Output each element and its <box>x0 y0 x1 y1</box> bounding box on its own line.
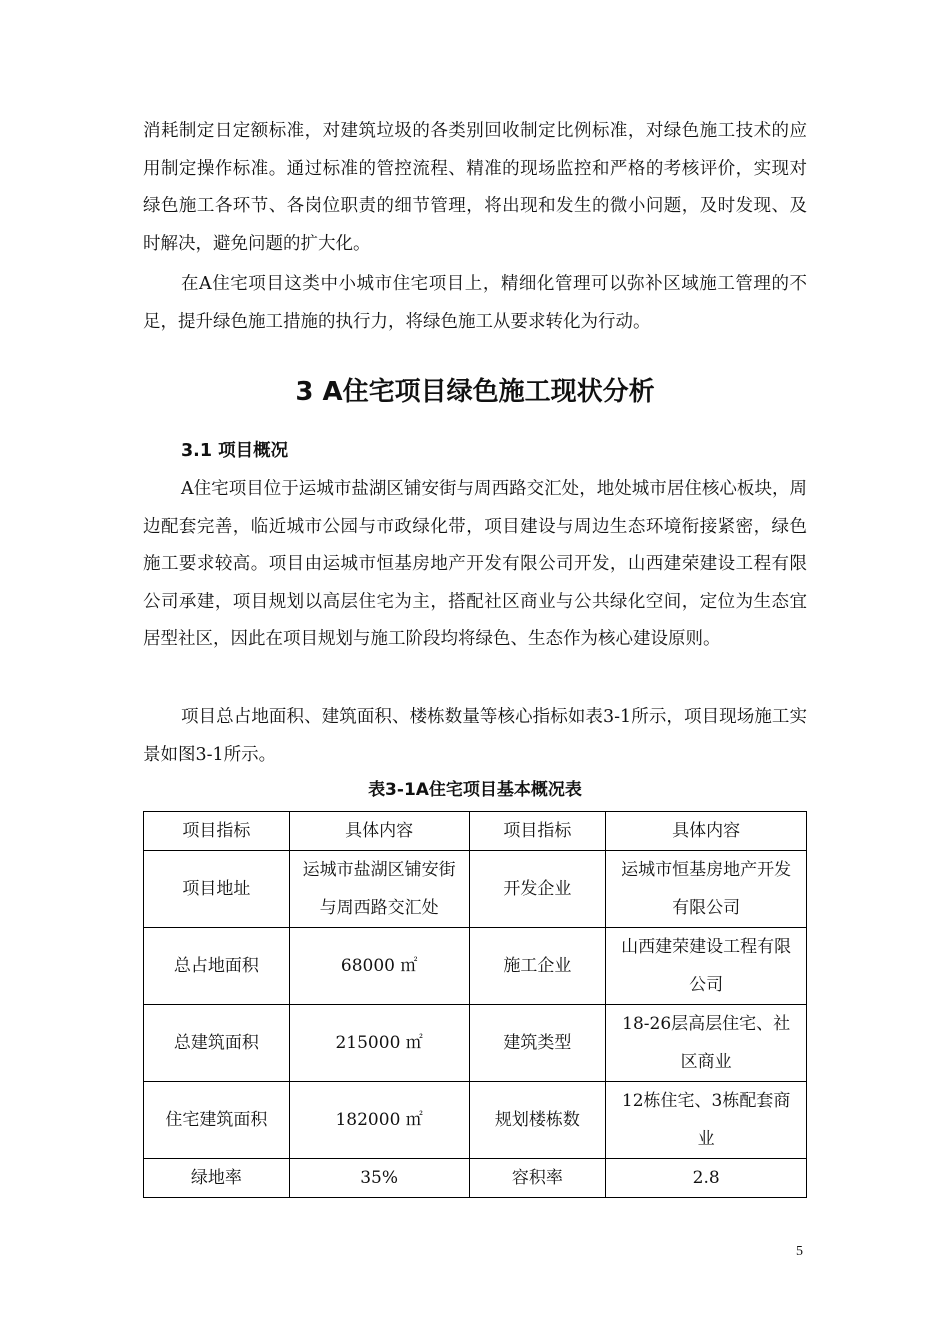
table-caption: 表3-1A住宅项目基本概况表 <box>368 780 582 800</box>
project-info-table <box>143 811 807 1198</box>
table-cell: 运城市恒基房地产开发有限公司 <box>606 851 807 928</box>
paragraph-project-overview: A住宅项目位于运城市盐湖区铺安街与周西路交汇处，地处城市居住核心板块，周边配套完善，临近城市公园与市政绿化带，项目建设与周边生态环境衔接紧密，绿色施工要求较高。项目由运城市恒基房地产开发有限公司开发，山西建荣建设工程有限公司承建，项目规划以高层住宅为主，搭配社区商业与公共绿化空间，定位为生态宜居型社区，因此在项目规划与施工阶段均将绿色、生态作为核心建设原则。 <box>143 479 807 649</box>
table-header-cell: 项目指标 <box>469 812 606 851</box>
table-row <box>144 1159 807 1198</box>
table-cell: 建筑类型 <box>469 1005 606 1082</box>
table-cell: 182000 ㎡ <box>289 1082 469 1159</box>
table-cell: 35% <box>289 1159 469 1198</box>
table-row <box>144 1005 807 1082</box>
table-row <box>144 1082 807 1159</box>
table-cell: 开发企业 <box>469 851 606 928</box>
table-row <box>144 928 807 1005</box>
table-header-cell: 项目指标 <box>144 812 290 851</box>
section-heading: 3.1 项目概况 <box>181 441 289 461</box>
table-cell: 12栋住宅、3栋配套商业 <box>606 1082 807 1159</box>
table-cell: 规划楼栋数 <box>469 1082 606 1159</box>
chapter-heading: 3 A住宅项目绿色施工现状分析 <box>295 377 655 407</box>
table-cell: 住宅建筑面积 <box>144 1082 290 1159</box>
table-cell: 山西建荣建设工程有限公司 <box>606 928 807 1005</box>
paragraph-table-reference: 项目总占地面积、建筑面积、楼栋数量等核心指标如表3-1所示，项目现场施工实景如图3-1所示。 <box>143 707 807 765</box>
paragraph-standards: 消耗制定日定额标准，对建筑垃圾的各类别回收制定比例标准，对绿色施工技术的应用制定操作标准。通过标准的管控流程、精准的现场监控和严格的考核评价，实现对绿色施工各环节、各岗位职责的细节管理，将出现和发生的微小问题，及时发现、及时解决，避免问题的扩大化。 <box>143 121 807 254</box>
paragraph-fine-management: 在A住宅项目这类中小城市住宅项目上，精细化管理可以弥补区域施工管理的不足，提升绿色施工措施的执行力，将绿色施工从要求转化为行动。 <box>143 274 807 332</box>
table-cell: 绿地率 <box>144 1159 290 1198</box>
table-cell: 215000 ㎡ <box>289 1005 469 1082</box>
table-cell: 18-26层高层住宅、社区商业 <box>606 1005 807 1082</box>
table-header-row <box>144 812 807 851</box>
table-cell: 2.8 <box>606 1159 807 1198</box>
page-number: 5 <box>796 1244 803 1259</box>
table-cell: 施工企业 <box>469 928 606 1005</box>
table-row <box>144 851 807 928</box>
table-cell: 总占地面积 <box>144 928 290 1005</box>
table-header-cell: 具体内容 <box>289 812 469 851</box>
table-cell: 容积率 <box>469 1159 606 1198</box>
table-header-cell: 具体内容 <box>606 812 807 851</box>
table-cell: 68000 ㎡ <box>289 928 469 1005</box>
table-cell: 总建筑面积 <box>144 1005 290 1082</box>
table-cell: 项目地址 <box>144 851 290 928</box>
table-cell: 运城市盐湖区铺安街与周西路交汇处 <box>289 851 469 928</box>
